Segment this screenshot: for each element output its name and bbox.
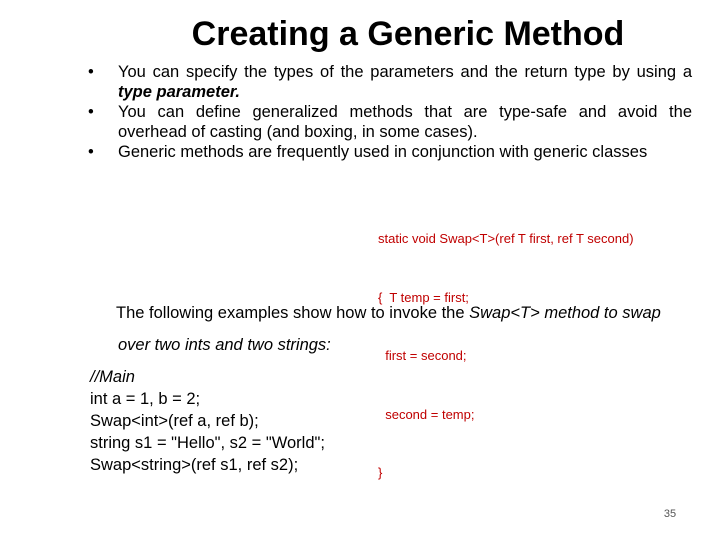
- code-line: first = second;: [378, 348, 467, 363]
- bullet-icon: •: [88, 63, 94, 81]
- bullet-text: Generic methods are frequently used in conjunction with generic classes: [118, 143, 648, 161]
- code-line: static void Swap<T>(ref T first, ref T second): [378, 231, 634, 246]
- bullet-icon: •: [88, 103, 94, 121]
- main-comment: //Main: [90, 368, 135, 386]
- main-code-line: Swap<int>(ref a, ref b);: [90, 412, 259, 430]
- bullet-item: [88, 62, 692, 102]
- bullet-item: [88, 142, 692, 162]
- bullet-text: You can specify the types of the parameters and the return type by using a: [118, 63, 692, 81]
- slide-title: Creating a Generic Method: [191, 15, 625, 53]
- bullet-text: You can define generalized methods that are type-safe and avoid the overhead of casting (and boxing, in some cases).: [118, 103, 692, 141]
- main-code-line: int a = 1, b = 2;: [90, 390, 201, 408]
- paragraph-text: The following examples show how to invoke the: [116, 304, 470, 322]
- bullet-list: [88, 62, 692, 162]
- bullet-item: [88, 102, 692, 142]
- code-line: second = temp;: [378, 406, 475, 422]
- code-line: }: [378, 465, 383, 480]
- bullet-text-end: .: [235, 83, 240, 101]
- code-line: { T temp = first;: [378, 289, 469, 305]
- paragraph-italic: Swap<T> method to swap: [469, 304, 661, 322]
- paragraph-italic-line2: over two ints and two strings:: [118, 336, 331, 354]
- main-code: [90, 366, 325, 476]
- bullet-icon: •: [88, 143, 94, 161]
- page-number: 35: [663, 508, 677, 520]
- example-paragraph: [116, 298, 692, 360]
- main-code-line: string s1 = "Hello", s2 = "World";: [90, 434, 325, 452]
- bullet-emphasis: type parameter: [118, 83, 236, 101]
- main-code-line: Swap<string>(ref s1, ref s2);: [90, 456, 299, 474]
